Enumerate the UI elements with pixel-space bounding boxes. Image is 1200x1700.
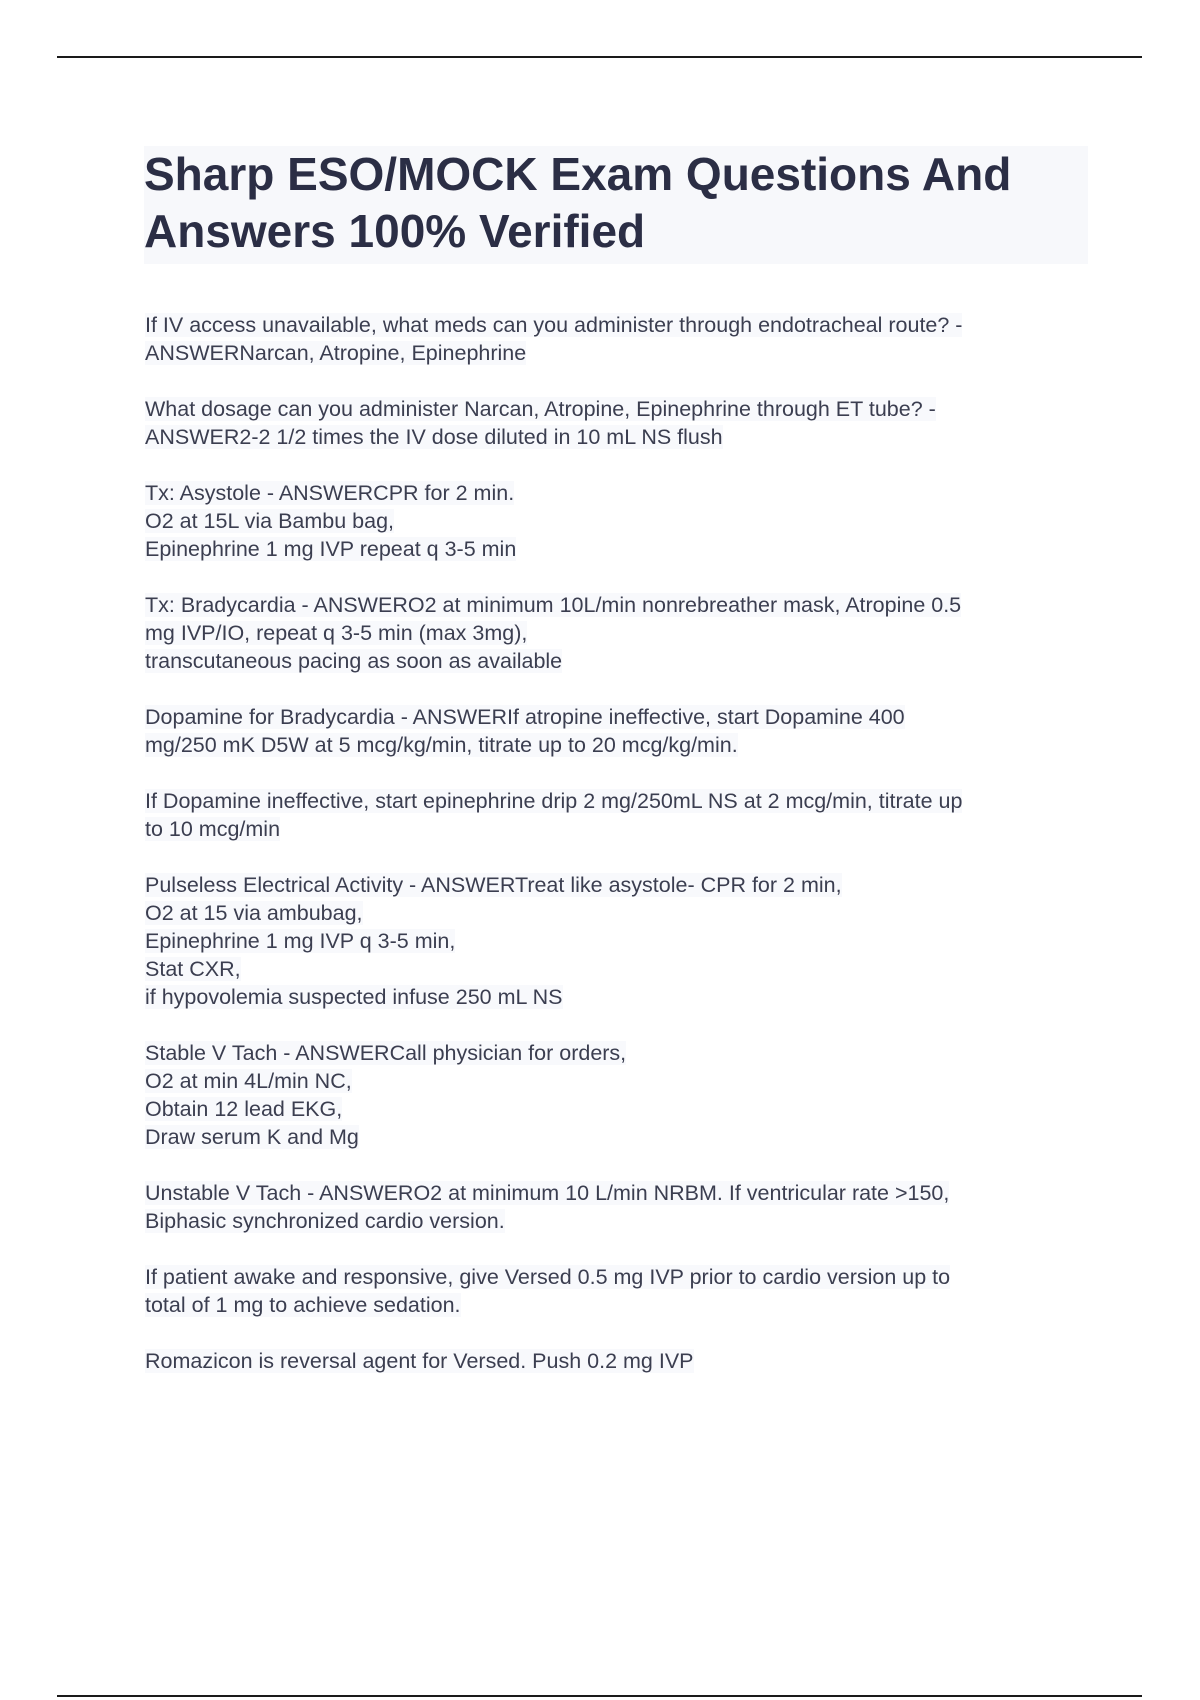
qa-line [145,1263,1085,1291]
qa-line [145,395,1085,423]
qa-line-text: Dopamine for Bradycardia - ANSWERIf atropine ineffective, start Dopamine 400 [145,705,905,729]
qa-line-text: Tx: Asystole - ANSWERCPR for 2 min. [145,481,515,505]
qa-line [145,899,1085,927]
qa-line [145,955,1085,983]
qa-line-text: if hypovolemia suspected infuse 250 mL NS [145,985,563,1009]
qa-line-text: O2 at 15 via ambubag, [145,901,363,925]
qa-line-text: Epinephrine 1 mg IVP q 3-5 min, [145,929,456,953]
document-title [144,146,1088,260]
qa-line [145,647,1085,675]
qa-line [145,1095,1085,1123]
qa-line-text: total of 1 mg to achieve sedation. [145,1293,461,1317]
qa-line [145,423,1085,451]
qa-line [145,1067,1085,1095]
qa-line [145,507,1085,535]
qa-line-text: to 10 mcg/min [145,817,281,841]
qa-line [145,619,1085,647]
qa-line [145,1039,1085,1067]
qa-line [145,1347,1085,1375]
qa-line-text: Stable V Tach - ANSWERCall physician for orders, [145,1041,627,1065]
qa-entry [145,591,1085,675]
title-line-1: Sharp ESO/MOCK Exam Questions And [144,148,1012,200]
qa-line-text: If Dopamine ineffective, start epinephrine drip 2 mg/250mL NS at 2 mcg/min, titrate up [145,789,963,813]
qa-line-text: transcutaneous pacing as soon as available [145,649,563,673]
qa-line-text: Stat CXR, [145,957,241,981]
qa-entry [145,1179,1085,1235]
qa-line [145,479,1085,507]
qa-line-text: mg IVP/IO, repeat q 3-5 min (max 3mg), [145,621,528,645]
qa-line [145,1123,1085,1151]
qa-list [145,311,1085,1403]
qa-line [145,815,1085,843]
qa-line-text: Epinephrine 1 mg IVP repeat q 3-5 min [145,537,517,561]
title-block [144,146,1088,264]
qa-line [145,731,1085,759]
qa-entry [145,1263,1085,1319]
qa-line [145,1179,1085,1207]
qa-line-text: ANSWER2-2 1/2 times the IV dose diluted in 10 mL NS flush [145,425,723,449]
qa-line-text: Draw serum K and Mg [145,1125,359,1149]
qa-line-text: Tx: Bradycardia - ANSWERO2 at minimum 10L/min nonrebreather mask, Atropine 0.5 [145,593,962,617]
qa-line-text: ANSWERNarcan, Atropine, Epinephrine [145,341,527,365]
qa-line [145,703,1085,731]
qa-line [145,311,1085,339]
qa-entry [145,871,1085,1011]
qa-line [145,1207,1085,1235]
qa-entry [145,479,1085,563]
qa-line [145,535,1085,563]
top-rule [57,56,1142,58]
qa-entry [145,1347,1085,1375]
qa-line [145,927,1085,955]
qa-line [145,339,1085,367]
qa-entry [145,311,1085,367]
qa-line-text: Biphasic synchronized cardio version. [145,1209,505,1233]
qa-line-text: If IV access unavailable, what meds can you administer through endotracheal route? - [145,313,963,337]
qa-line-text: What dosage can you administer Narcan, Atropine, Epinephrine through ET tube? - [145,397,936,421]
qa-line [145,1291,1085,1319]
qa-line-text: Pulseless Electrical Activity - ANSWERTreat like asystole- CPR for 2 min, [145,873,842,897]
qa-entry [145,787,1085,843]
qa-entry [145,703,1085,759]
qa-line [145,787,1085,815]
title-line-2: Answers 100% Verified [144,205,646,257]
qa-entry [145,1039,1085,1151]
qa-line-text: Obtain 12 lead EKG, [145,1097,343,1121]
qa-line [145,983,1085,1011]
qa-entry [145,395,1085,451]
qa-line-text: O2 at 15L via Bambu bag, [145,509,395,533]
qa-line [145,871,1085,899]
qa-line-text: Unstable V Tach - ANSWERO2 at minimum 10 L/min NRBM. If ventricular rate >150, [145,1181,950,1205]
qa-line [145,591,1085,619]
bottom-rule [57,1695,1142,1697]
qa-line-text: mg/250 mK D5W at 5 mcg/kg/min, titrate up to 20 mcg/kg/min. [145,733,738,757]
qa-line-text: Romazicon is reversal agent for Versed. Push 0.2 mg IVP [145,1349,694,1373]
qa-line-text: If patient awake and responsive, give Versed 0.5 mg IVP prior to cardio version up to [145,1265,951,1289]
qa-line-text: O2 at min 4L/min NC, [145,1069,352,1093]
